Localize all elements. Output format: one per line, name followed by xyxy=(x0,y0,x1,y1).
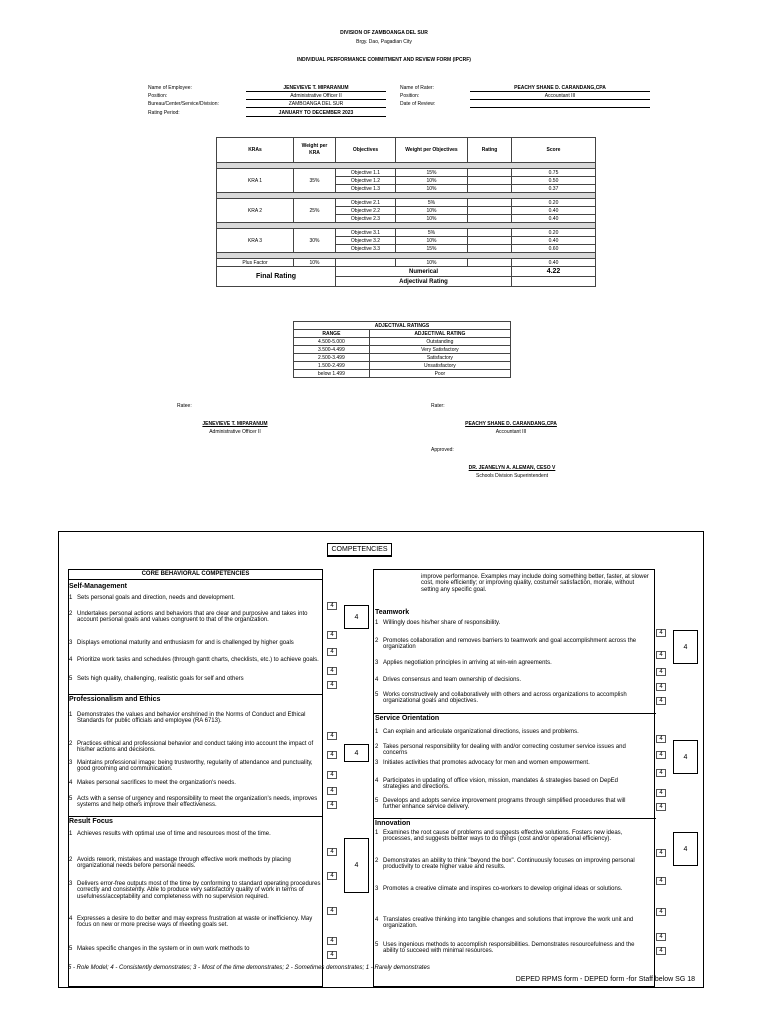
rating-cell[interactable] xyxy=(468,237,512,245)
kra-name: KRA 2 xyxy=(217,199,294,223)
ratee-position: Administrative Officer II xyxy=(209,429,261,435)
item-rating[interactable]: 4 xyxy=(327,801,337,809)
item-number: 4 xyxy=(375,917,379,923)
approver-name: DR. JEANELYN A. ALEMAN, CESO V xyxy=(468,465,556,471)
item-number: 2 xyxy=(69,857,73,863)
rating-cell[interactable] xyxy=(468,207,512,215)
rater-position-label: Position: xyxy=(400,93,420,99)
objective-weight: 10% xyxy=(396,215,468,223)
competencies-panel xyxy=(58,531,704,988)
section-total-rating[interactable]: 4 xyxy=(673,740,698,774)
item-rating[interactable]: 4 xyxy=(327,648,337,656)
item-rating[interactable]: 4 xyxy=(656,697,666,705)
table-row xyxy=(294,362,511,370)
objective: Objective 3.1 xyxy=(336,229,396,237)
item-rating[interactable]: 4 xyxy=(327,951,337,959)
continuation-text: improve performance. Examples may include doing something better, faster, at slower cost, more efficiently; or improving quality, costumer satisfaction, morale, without setting any specific goal. xyxy=(421,574,649,593)
objective-weight: 5% xyxy=(396,229,468,237)
objective-weight: 15% xyxy=(396,245,468,253)
kra-weight: 35% xyxy=(294,169,336,193)
score: 0.60 xyxy=(512,245,596,253)
item-text: Avoids rework, mistakes and wastage through effective work methods by placing organizational needs before personal needs. xyxy=(77,857,291,870)
kra-weight: 25% xyxy=(294,199,336,223)
rating-cell[interactable] xyxy=(468,245,512,253)
adjectival: Outstanding xyxy=(369,338,510,346)
item-text: Achieves results with optimal use of time and resources most of the time. xyxy=(77,831,271,837)
item-number: 4 xyxy=(375,677,379,683)
approver-position: Schools Division Superintendent xyxy=(476,473,548,479)
item-rating[interactable]: 4 xyxy=(656,668,666,676)
item-rating[interactable]: 4 xyxy=(656,683,666,691)
item-rating[interactable]: 4 xyxy=(656,769,666,777)
division-address: Brgy. Dao, Pagadian City xyxy=(356,39,412,45)
kra-header: Weight per Objectives xyxy=(396,138,468,163)
item-rating[interactable]: 4 xyxy=(656,751,666,759)
item-rating[interactable]: 4 xyxy=(327,848,337,856)
range: 2.500-3.499 xyxy=(294,354,370,362)
table-row xyxy=(294,346,511,354)
item-rating[interactable]: 4 xyxy=(327,787,337,795)
item-text: Sets personal goals and direction, needs and development. xyxy=(77,595,235,601)
objective: Objective 1.2 xyxy=(336,177,396,185)
item-text: Sets high quality, challenging, realistic goals for self and others xyxy=(77,676,244,682)
objective: Objective 3.2 xyxy=(336,237,396,245)
item-text: Can explain and articulate organizational directions, issues and problems. xyxy=(383,729,579,735)
item-text: Demonstrates the values and behavior enshrined in the Norms of Conduct and Ethical Standards for public officials and employee (RA 6713). xyxy=(77,712,306,725)
section-total-rating[interactable]: 4 xyxy=(344,838,369,893)
item-text: Applies negotiation principles in arriving at win-win agreements. xyxy=(383,660,552,666)
period-label: Rating Period: xyxy=(148,110,180,116)
approved-label: Approved: xyxy=(431,447,454,453)
item-text: Promotes collaboration and removes barriers to teamwork and goal accomplishment across the organization xyxy=(383,638,637,651)
item-rating[interactable]: 4 xyxy=(327,771,337,779)
item-number: 4 xyxy=(69,657,73,663)
item-text: Drives consensus and team ownership of decisions. xyxy=(383,677,522,683)
section-total-rating[interactable]: 4 xyxy=(344,605,369,629)
item-rating[interactable]: 4 xyxy=(327,937,337,945)
table-row xyxy=(217,199,596,207)
plus-factor-label: Plus Factor xyxy=(217,259,294,267)
item-number: 5 xyxy=(375,942,379,948)
item-rating[interactable]: 4 xyxy=(327,602,337,610)
item-number: 3 xyxy=(375,660,379,666)
table-row xyxy=(294,338,511,346)
objective-weight: 5% xyxy=(396,199,468,207)
item-number: 4 xyxy=(69,780,73,786)
objective-weight: 10% xyxy=(396,207,468,215)
kra-header: Weight per KRA xyxy=(294,138,336,163)
table-row xyxy=(294,370,511,378)
item-number: 5 xyxy=(69,796,73,802)
item-text: Develops and adopts service improvement programs through simplified procedures that will further enhance service delivery. xyxy=(383,798,626,811)
score: 0.75 xyxy=(512,169,596,177)
core-competencies-title: CORE BEHAVIORAL COMPETENCIES xyxy=(141,571,250,577)
item-number: 4 xyxy=(375,778,379,784)
section-title: Service Orientation xyxy=(375,715,440,722)
numerical-label: Numerical xyxy=(336,267,512,277)
rater-label: Name of Rater: xyxy=(400,85,434,91)
section-total-rating[interactable]: 4 xyxy=(344,744,369,762)
section-title: Self-Management xyxy=(69,583,127,590)
kra-header: KRAs xyxy=(217,138,294,163)
final-rating-label: Final Rating xyxy=(217,267,336,287)
objective-weight: 10% xyxy=(396,185,468,193)
item-number: 3 xyxy=(69,640,73,646)
item-text: Works constructively and collaboratively with others and across organizations to accomplish organizational goals and objectives. xyxy=(383,692,627,705)
score: 0.40 xyxy=(512,237,596,245)
item-number: 3 xyxy=(375,886,379,892)
rating-legend: 5 - Role Model; 4 - Consistently demonstrates; 3 - Most of the time demonstrates; 2 - Sometimes demonstrates; 1 - Rarely demonstrates xyxy=(68,965,430,971)
rating-cell[interactable] xyxy=(468,169,512,177)
kra-table xyxy=(216,137,596,287)
section-total-rating[interactable]: 4 xyxy=(673,630,698,664)
item-rating[interactable]: 4 xyxy=(327,751,337,759)
item-rating[interactable]: 4 xyxy=(656,803,666,811)
adjectival-ratings-table xyxy=(293,321,511,378)
item-text: Translates creative thinking into tangible changes and solutions that improve the work unit and organization. xyxy=(383,917,634,930)
item-rating[interactable]: 4 xyxy=(327,631,337,639)
item-text: Participates in updating of office vision, mission, mandates & strategies based on DepEd strategies and directions. xyxy=(383,778,619,791)
item-number: 2 xyxy=(375,858,379,864)
item-text: Makes specific changes in the system or in own work methods to xyxy=(77,946,250,952)
rater-sign-position: Accountant III xyxy=(495,429,527,435)
item-text: Expresses a desire to do better and may express frustration at waste or inefficiency. May focus on new or more precise ways of meeting goals set. xyxy=(77,916,313,929)
item-rating[interactable]: 4 xyxy=(656,908,666,916)
objective: Objective 1.1 xyxy=(336,169,396,177)
item-rating[interactable]: 4 xyxy=(656,651,666,659)
item-text: Willingly does his/her share of responsibility. xyxy=(383,620,501,626)
objective-weight: 10% xyxy=(396,259,468,267)
plus-factor-row xyxy=(217,259,596,267)
item-number: 3 xyxy=(375,760,379,766)
item-text: Maintains professional image: being trustworthy, regularity of attendance and punctuality, good grooming and communication. xyxy=(77,760,313,773)
rater-name: PEACHY SHANE D. CARANDANG,CPA xyxy=(470,85,650,92)
table-row xyxy=(294,354,511,362)
ratee-name: JENEVIEVE T. MIPARANUM xyxy=(202,421,268,427)
item-number: 5 xyxy=(69,946,73,952)
range: below 1.499 xyxy=(294,370,370,378)
item-rating[interactable]: 4 xyxy=(327,872,337,880)
range: 4.500-5.000 xyxy=(294,338,370,346)
score: 0.50 xyxy=(512,177,596,185)
review-date-field xyxy=(470,101,650,108)
adjectival: Very Satisfactory xyxy=(369,346,510,354)
item-number: 1 xyxy=(375,620,379,626)
item-text: Initiates activities that promotes advocacy for men and women empowerment. xyxy=(383,760,590,766)
score: 0.20 xyxy=(512,229,596,237)
rater-sign-name: PEACHY SHANE D. CARANDANG,CPA xyxy=(465,421,557,427)
item-number: 1 xyxy=(69,595,73,601)
plus-factor-weight: 10% xyxy=(294,259,336,267)
item-rating[interactable]: 4 xyxy=(656,789,666,797)
score: 0.20 xyxy=(512,199,596,207)
ratee-label: Ratee: xyxy=(177,403,192,409)
kra-name: KRA 3 xyxy=(217,229,294,253)
item-rating[interactable]: 4 xyxy=(327,907,337,915)
competencies-title: COMPETENCIES xyxy=(327,543,392,557)
objective: Objective 2.1 xyxy=(336,199,396,207)
rating-cell[interactable] xyxy=(468,177,512,185)
item-number: 5 xyxy=(69,676,73,682)
adjectival-title: ADJECTIVAL RATINGS xyxy=(294,322,511,330)
item-text: Practices ethical and professional behavior and conduct taking into account the impact of his/her actions and decisions. xyxy=(77,741,314,754)
objective: Objective 3.3 xyxy=(336,245,396,253)
item-text: Uses ingenious methods to accomplish responsibilities. Demonstrates resourcefulness and the ability to succeed with minimal resources. xyxy=(383,942,635,955)
score: 0.37 xyxy=(512,185,596,193)
item-text: Makes personal sacrifices to meet the organization's needs. xyxy=(77,780,236,786)
objective: Objective 1.3 xyxy=(336,185,396,193)
adjectival: Poor xyxy=(369,370,510,378)
objective-weight: 10% xyxy=(396,177,468,185)
item-rating[interactable]: 4 xyxy=(656,933,666,941)
rating-cell[interactable] xyxy=(468,215,512,223)
item-number: 2 xyxy=(375,744,379,750)
review-date-label: Date of Review: xyxy=(400,101,436,107)
item-number: 3 xyxy=(69,760,73,766)
employee-position: Administrative Officer II xyxy=(246,93,386,100)
adjectival-header: ADJECTIVAL RATING xyxy=(369,330,510,338)
employee-name: JENEVIEVE T. MIPARANUM xyxy=(246,85,386,92)
item-number: 1 xyxy=(375,830,379,836)
table-row xyxy=(217,229,596,237)
division-name: DIVISION OF ZAMBOANGA DEL SUR xyxy=(340,30,428,36)
item-rating[interactable]: 4 xyxy=(327,667,337,675)
item-number: 2 xyxy=(69,741,73,747)
section-total-rating[interactable]: 4 xyxy=(673,832,698,866)
kra-header: Objectives xyxy=(336,138,396,163)
adjectival: Unsatisfactory xyxy=(369,362,510,370)
objective: Objective 2.2 xyxy=(336,207,396,215)
rater-position: Accountant III xyxy=(470,93,650,100)
item-text: Acts with a sense of urgency and responsibility to meet the organization's needs, improves systems and help others improve their effectiveness. xyxy=(77,796,318,809)
kra-name: KRA 1 xyxy=(217,169,294,193)
section-title: Professionalism and Ethics xyxy=(69,696,161,703)
rating-period: JANUARY TO DECEMBER 2023 xyxy=(246,110,386,117)
item-number: 1 xyxy=(69,831,73,837)
objective-weight: 10% xyxy=(396,237,468,245)
position-label: Position: xyxy=(148,93,168,99)
score: 0.40 xyxy=(512,215,596,223)
final-rating-row xyxy=(217,267,596,277)
kra-header-row xyxy=(217,138,596,163)
item-number: 5 xyxy=(375,798,379,804)
adjectival-label: Adjectival Rating xyxy=(336,277,512,287)
item-text: Undertakes personal actions and behaviors that are clear and purposive and takes into account personal goals and values congruent to that of the organization. xyxy=(77,611,308,624)
range: 1.500-2.499 xyxy=(294,362,370,370)
item-number: 1 xyxy=(375,729,379,735)
item-rating[interactable]: 4 xyxy=(327,732,337,740)
item-number: 2 xyxy=(375,638,379,644)
table-row xyxy=(217,169,596,177)
item-text: Promotes a creative climate and inspires co-workers to develop original ideas or solutions. xyxy=(383,886,623,892)
item-rating[interactable]: 4 xyxy=(656,629,666,637)
range-header: RANGE xyxy=(294,330,370,338)
item-text: Demonstrates an ability to think "beyond the box". Continuously focuses on improving personal productivity to create higher value and results. xyxy=(383,858,635,871)
objective-weight: 15% xyxy=(396,169,468,177)
score: 0.40 xyxy=(512,259,596,267)
item-number: 1 xyxy=(69,712,73,718)
item-text: Delivers error-free outputs most of the time by conforming to standard operating procedures correctly and consistently. Able to produce very satisfactory quality of work in terms of usefulness/acceptability and completeness with no supervision required. xyxy=(77,881,321,900)
item-rating[interactable]: 4 xyxy=(656,947,666,955)
item-number: 4 xyxy=(69,916,73,922)
item-text: Displays emotional maturity and enthusiasm for and is challenged by higher goals xyxy=(77,640,294,646)
form-title: INDIVIDUAL PERFORMANCE COMMITMENT AND REVIEW FORM (IPCRF) xyxy=(297,57,471,63)
score: 0.40 xyxy=(512,207,596,215)
objective xyxy=(336,259,396,267)
item-text: Examines the root cause of problems and suggests effective solutions. Fosters new ideas, processes, and suggests bettter ways to do things (cost and/or operational efficiency). xyxy=(383,830,623,843)
bureau-label: Bureau/Center/Service/Division: xyxy=(148,101,219,107)
numerical-rating: 4.22 xyxy=(512,267,596,277)
item-number: 5 xyxy=(375,692,379,698)
section-title: Innovation xyxy=(375,820,411,827)
item-rating[interactable]: 4 xyxy=(327,681,337,689)
item-number: 3 xyxy=(69,881,73,887)
objective: Objective 2.3 xyxy=(336,215,396,223)
adjectival-rating xyxy=(512,277,596,287)
rating-cell[interactable] xyxy=(468,199,512,207)
form-footer: DEPED RPMS form - DEPED form -for Staff below SG 18 xyxy=(515,976,695,983)
adjectival: Satisfactory xyxy=(369,354,510,362)
item-rating[interactable]: 4 xyxy=(656,735,666,743)
rating-cell[interactable] xyxy=(468,259,512,267)
section-title: Teamwork xyxy=(375,609,410,616)
item-text: Takes personal responsibility for dealing with and/or correcting costumer service issues and concerns xyxy=(383,744,626,757)
bureau-value: ZAMBOANGA DEL SUR xyxy=(246,101,386,108)
rater-sign-label: Rater: xyxy=(431,403,445,409)
employee-label: Name of Employee: xyxy=(148,85,192,91)
rating-cell[interactable] xyxy=(468,185,512,193)
rating-cell[interactable] xyxy=(468,229,512,237)
kra-weight: 30% xyxy=(294,229,336,253)
item-text: Prioritize work tasks and schedules (through gantt charts, checklists, etc.) to achieve goals. xyxy=(77,657,319,663)
section-title: Result Focus xyxy=(69,818,113,825)
item-number: 2 xyxy=(69,611,73,617)
range: 3.500-4.499 xyxy=(294,346,370,354)
kra-header: Rating xyxy=(468,138,512,163)
item-rating[interactable]: 4 xyxy=(656,877,666,885)
item-rating[interactable]: 4 xyxy=(656,849,666,857)
kra-header: Score xyxy=(512,138,596,163)
